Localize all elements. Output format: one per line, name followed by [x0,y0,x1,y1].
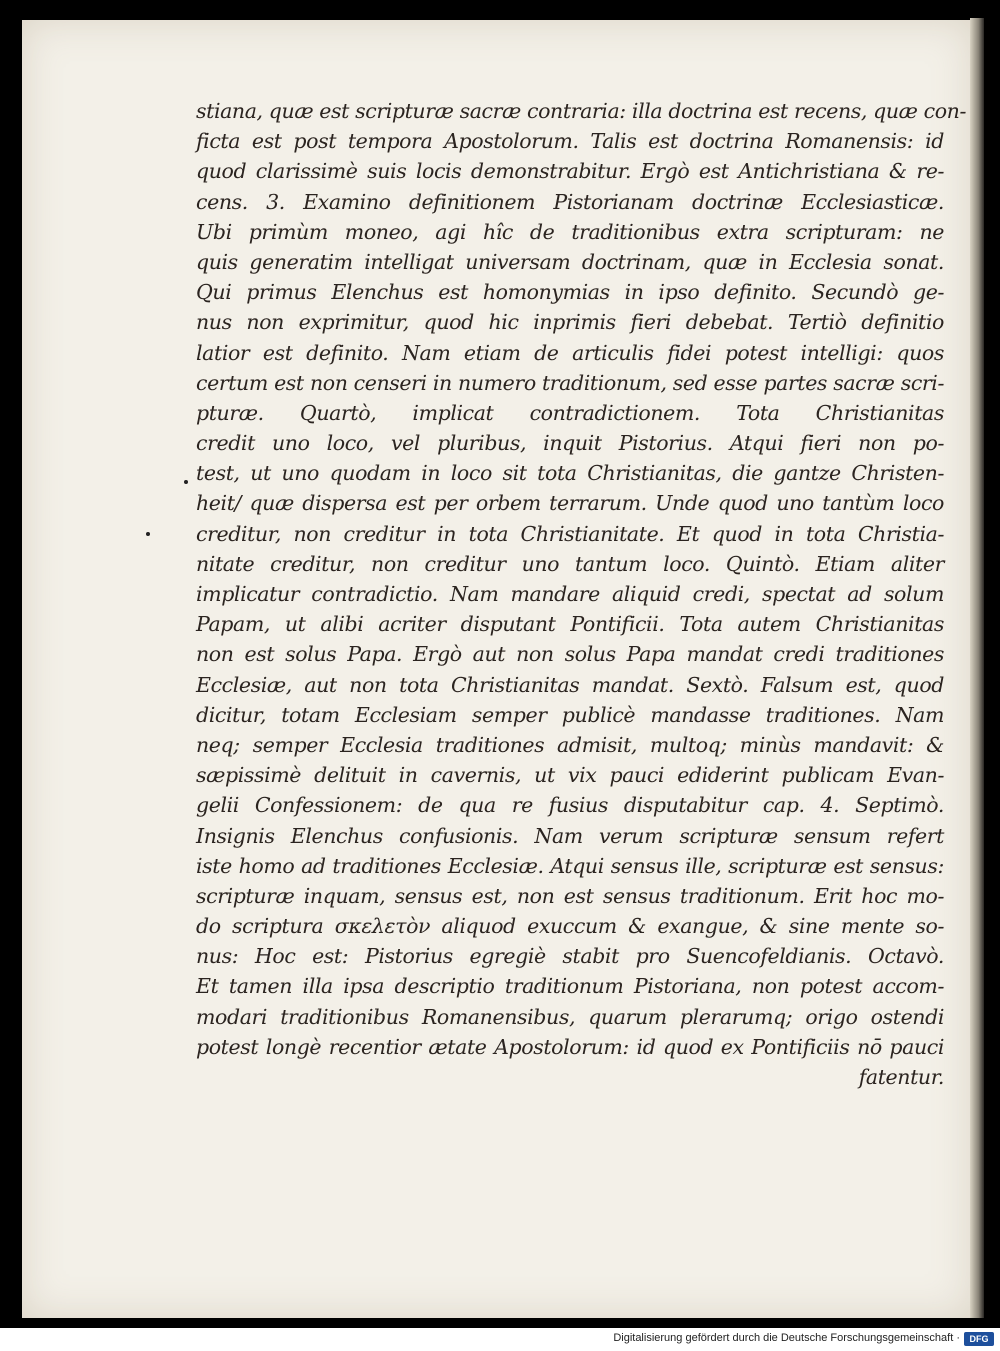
paper-edge [970,18,984,1318]
body-text [196,96,966,1092]
text-line: pturæ. Quartò, implicat contradictionem. Tota Christianitas [196,400,944,425]
text-line: heit/ quæ dispersa est per orbem terrarum. Unde quod uno tantùm loco [196,491,944,516]
text-line: latior est definito. Nam etiam de articulis fidei potest intelligi: quos [196,340,944,365]
margin-mark [146,532,150,536]
text-line: Ecclesiæ, aut non tota Christianitas mandat. Sextò. Falsum est, quod [196,672,944,697]
text-line: scripturæ inquam, sensus est, non est sensus traditionum. Erit hoc mo- [196,883,944,908]
text-line: Ubi primùm moneo, agi hîc de traditionibus extra scripturam: ne [196,219,944,244]
text-line: modari traditionibus Romanensibus, quarum plerarumq; origo ostendi [196,1004,944,1029]
text-line: gelii Confessionem: de qua re fusius disputabitur cap. 4. Septimò. [196,793,944,818]
text-line: Insignis Elenchus confusionis. Nam verum scripturæ sensum refert [196,823,944,848]
margin-mark [184,480,188,484]
text-line: quis generatim intelligat universam doctrinam, quæ in Ecclesia sonat. [196,249,944,274]
text-line: cens. 3. Examino definitionem Pistorianam doctrinæ Ecclesiasticæ. [196,189,944,214]
text-line: neq; semper Ecclesia traditiones admisit, multoq; minùs mandavit: & [196,732,944,757]
text-line: sæpissimè delituit in cavernis, ut vix pauci ediderint publicam Evan- [196,763,944,788]
text-line: creditur, non creditur in tota Christianitate. Et quod in tota Christia- [196,521,944,546]
text-line: Papam, ut alibi acriter disputant Pontificii. Tota autem Christianitas [196,612,944,637]
text-line: implicatur contradictio. Nam mandare aliquid credi, spectat ad solum [196,582,944,606]
text-line: nus: Hoc est: Pistorius egregiè stabit pro Suencofeldianis. Octavò. [196,944,944,969]
text-line: iste homo ad traditiones Ecclesiæ. Atqui sensus ille, scripturæ est sensus: [196,853,944,878]
text-line: Et tamen illa ipsa descriptio traditionum Pistoriana, non potest accom- [196,974,944,999]
text-line: potest longè recentior ætate Apostolorum: id quod ex Pontificiis nō pauci [196,1034,944,1059]
dfg-logo[interactable]: DFG [964,1332,994,1346]
text-line: test, ut uno quodam in loco sit tota Christianitas, die gantze Christen- [196,461,944,486]
text-line: non est solus Papa. Ergò aut non solus Papa mandat credi traditiones [196,642,944,667]
text-line: ficta est post tempora Apostolorum. Talis est doctrina Romanensis: id [196,129,944,154]
text-line: quod clarissimè suis locis demonstrabitur. Ergò est Antichristiana & re- [196,159,944,184]
text-line: dicitur, totam Ecclesiam semper publicè mandasse traditiones. Nam [196,702,944,727]
footer-bar [0,1328,1000,1351]
text-line: do scriptura σκελετὸν aliquod exuccum & exangue, & sine mente so- [196,914,944,939]
text-line: stiana, quæ est scripturæ sacræ contraria: illa doctrina est recens, quæ con- [196,99,966,123]
text-line: nus non exprimitur, quod hic inprimis fieri debebat. Tertiò definitio [196,310,944,335]
funding-credit: Digitalisierung gefördert durch die Deutsche Forschungsgemeinschaft · [613,1332,960,1344]
text-line: Qui primus Elenchus est homonymias in ipso definito. Secundò ge- [196,280,944,305]
text-line-final: fatentur. [858,1065,944,1089]
text-line: certum est non censeri in numero traditionum, sed esse partes sacræ scri- [196,370,944,395]
text-line: credit uno loco, vel pluribus, inquit Pistorius. Atqui fieri non po- [196,431,944,456]
text-line: nitate creditur, non creditur uno tantum loco. Quintò. Etiam aliter [196,551,944,576]
